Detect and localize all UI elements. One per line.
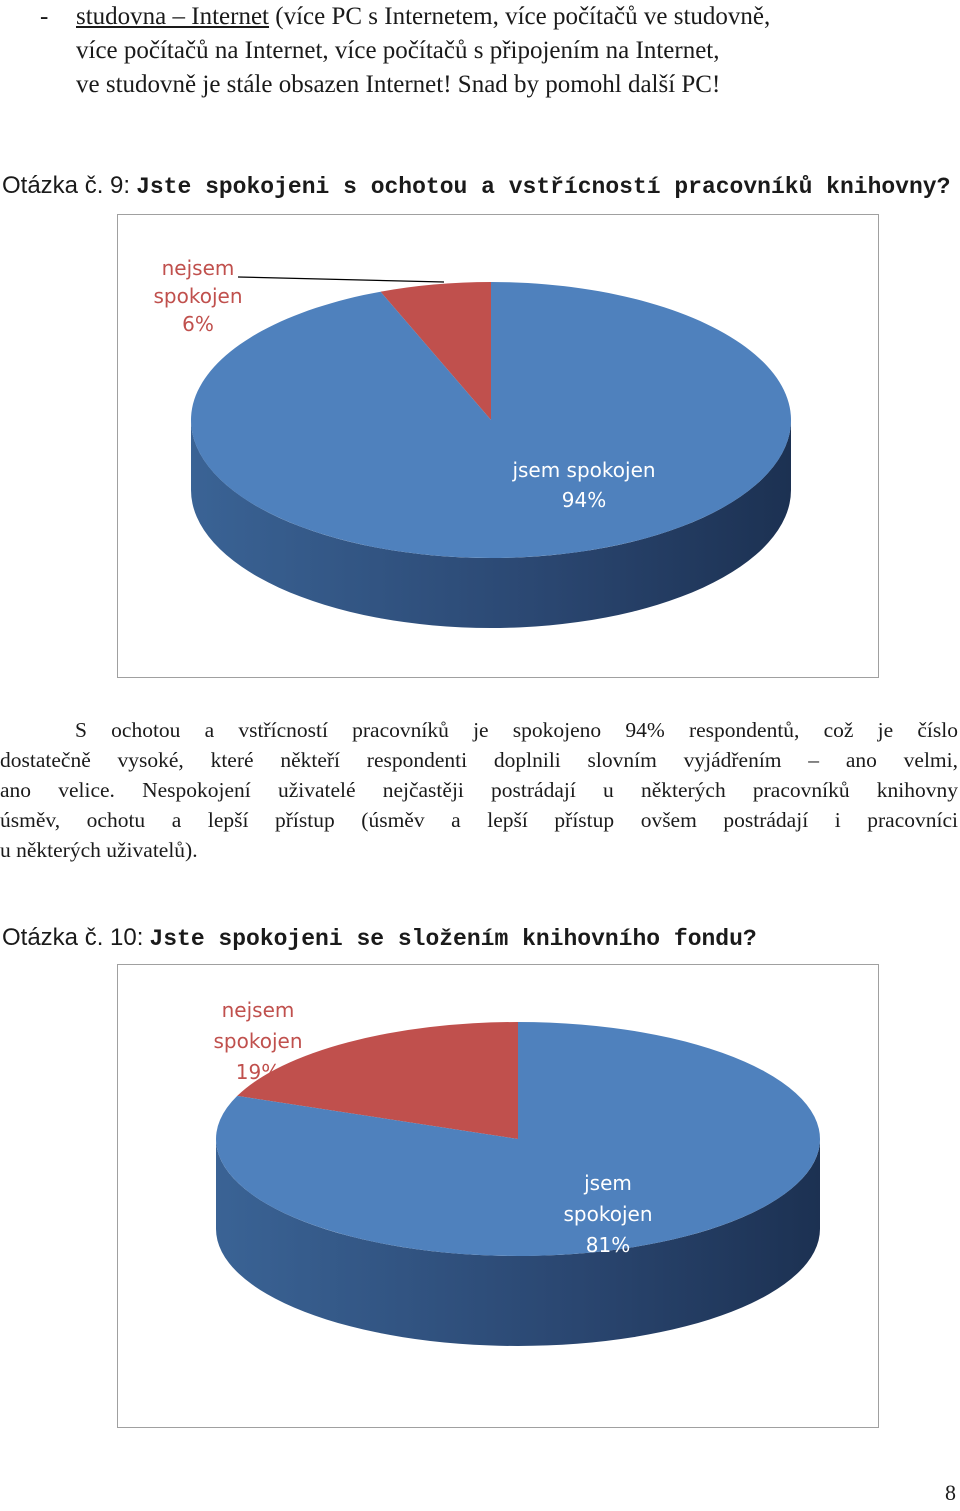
question-9-label: Otázka č. 9: [2, 172, 131, 199]
question-9-text: Jste spokojeni s ochotou a vstřícností pracovníků knihovny? [136, 174, 951, 200]
question-9-heading [2, 172, 950, 200]
result-paragraph [0, 715, 958, 865]
bullet-line-3: ve studovně je stále obsazen Internet! Snad by pomohl další PC! [76, 71, 721, 98]
question-10-label: Otázka č. 10: [2, 924, 144, 951]
bullet-dash: - [40, 3, 49, 30]
paragraph-line-5: u některých uživatelů). [0, 838, 198, 862]
pie-label-nejsem-spokojen: nejsem spokojen 6% [153, 256, 243, 336]
paragraph-line-4: úsměv, ochotu a lepší přístup (úsměv a lepší přístup ovšem postrádají i pracovníci [0, 808, 958, 832]
paragraph-line-2: dostatečně vysoké, které někteří respondenti doplnili slovním vyjádřením – ano velmi, [0, 748, 958, 772]
pie-chart-q10-svg [118, 965, 878, 1427]
paragraph-line-3: ano velice. Nespokojení uživatelé nejčastěji postrádají u některých pracovníků knihovny [0, 778, 958, 802]
bullet-line-1 [76, 0, 956, 34]
pie-leader-line [238, 277, 444, 282]
pie-label-jsem-spokojen: jsem spokojen 94% [512, 458, 656, 512]
question-10-text: Jste spokojeni se složením knihovního fondu? [149, 926, 757, 952]
page-number: 8 [945, 1480, 956, 1505]
pie-chart-q9-svg [118, 215, 878, 677]
bullet-lead: studovna – Internet [76, 3, 270, 30]
pie-label-nejsem-spokojen: nejsem spokojen 19% [213, 998, 303, 1084]
pie-label-jsem-spokojen: jsem spokojen 81% [563, 1171, 653, 1257]
pie-chart-q10 [117, 964, 879, 1428]
paragraph-line-1: S ochotou a vstřícností pracovníků je spokojeno 94% respondentů, což je číslo [75, 718, 958, 742]
question-10-heading [2, 924, 757, 952]
bullet-line-2: více počítačů na Internet, více počítačů s připojením na Internet, [76, 37, 720, 64]
bullet-text [76, 0, 956, 102]
pie-chart-q9 [117, 214, 879, 678]
bullet-line-1-rest: (více PC s Internetem, více počítačů ve studovně, [269, 3, 771, 30]
